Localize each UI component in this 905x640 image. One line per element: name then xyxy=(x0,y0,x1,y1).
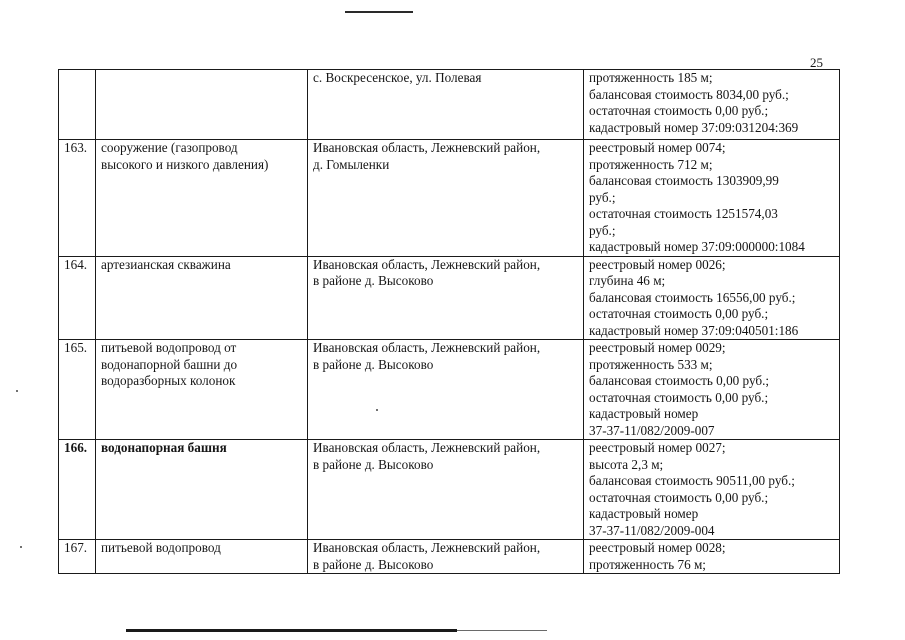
table-row xyxy=(59,440,840,540)
address-cell xyxy=(308,540,584,574)
address-line: в районе д. Высоково xyxy=(313,273,434,288)
row-number-cell xyxy=(59,70,96,140)
details-line: остаточная стоимость 0,00 руб.; xyxy=(589,389,769,405)
address-cell xyxy=(308,140,584,257)
details-cell xyxy=(584,540,840,574)
row-number-cell: 165. xyxy=(59,340,96,440)
details-line: кадастровый номер xyxy=(589,406,699,421)
object-name-cell xyxy=(96,256,308,340)
scan-speck xyxy=(16,390,18,392)
details-line: остаточная стоимость 0,00 руб.; xyxy=(589,306,769,321)
details-line: балансовая стоимость 1303909,99 xyxy=(589,173,779,188)
object-name-line: водонапорная башня xyxy=(101,440,227,455)
details-line: реестровый номер 0027; xyxy=(589,440,726,455)
table-row xyxy=(59,340,840,440)
table-row xyxy=(59,540,840,574)
details-cell xyxy=(584,140,840,257)
scan-speck xyxy=(20,546,22,548)
address-line: в районе д. Высоково xyxy=(313,556,434,572)
address-line: Ивановская область, Лежневский район, xyxy=(313,140,541,155)
details-line: реестровый номер 0026; xyxy=(589,256,726,272)
details-cell xyxy=(584,70,840,140)
table-row xyxy=(59,256,840,340)
object-name-cell xyxy=(96,70,308,140)
table-row xyxy=(59,70,840,140)
details-cell xyxy=(584,256,840,340)
details-line: 37-37-11/082/2009-004 xyxy=(589,522,715,538)
address-cell xyxy=(308,70,584,140)
details-line: балансовая стоимость 0,00 руб.; xyxy=(589,373,770,388)
details-line: балансовая стоимость 8034,00 руб.; xyxy=(589,86,789,102)
details-line: кадастровый номер xyxy=(589,506,699,521)
object-name-line: высокого и низкого давления) xyxy=(101,156,269,172)
bottom-decorative-rule xyxy=(126,629,457,632)
object-name-cell xyxy=(96,140,308,257)
address-line: Ивановская область, Лежневский район, xyxy=(313,540,541,555)
details-line: протяженность 185 м; xyxy=(589,70,713,85)
address-cell xyxy=(308,256,584,340)
table-row xyxy=(59,140,840,257)
top-decorative-rule xyxy=(345,11,413,13)
row-number-cell: 167. xyxy=(59,540,96,574)
details-cell xyxy=(584,340,840,440)
property-registry-table xyxy=(58,69,840,574)
details-line: остаточная стоимость 1251574,03 xyxy=(589,206,778,221)
details-line: остаточная стоимость 0,00 руб.; xyxy=(589,103,769,118)
details-line: кадастровый номер 37:09:040501:186 xyxy=(589,322,799,338)
row-number-cell: 166. xyxy=(59,440,96,540)
details-line: протяженность 712 м; xyxy=(589,156,713,172)
details-line: протяженность 76 м; xyxy=(589,556,706,572)
address-line: в районе д. Высоково xyxy=(313,356,434,372)
details-line: реестровый номер 0029; xyxy=(589,340,726,355)
address-line: Ивановская область, Лежневский район, xyxy=(313,256,541,272)
object-name-cell xyxy=(96,340,308,440)
bottom-decorative-rule-thin xyxy=(457,630,547,631)
object-name-cell xyxy=(96,440,308,540)
address-cell xyxy=(308,440,584,540)
details-line: реестровый номер 0074; xyxy=(589,140,726,155)
details-line: кадастровый номер 37:09:031204:369 xyxy=(589,119,799,135)
details-line: кадастровый номер 37:09:000000:1084 xyxy=(589,239,805,254)
address-line: в районе д. Высоково xyxy=(313,456,434,472)
object-name-line: сооружение (газопровод xyxy=(101,140,238,155)
details-line: балансовая стоимость 90511,00 руб.; xyxy=(589,473,795,488)
details-line: реестровый номер 0028; xyxy=(589,540,726,555)
object-name-line: водонапорной башни до xyxy=(101,356,238,372)
object-name-cell xyxy=(96,540,308,574)
details-line: руб.; xyxy=(589,222,616,238)
page-number: 25 xyxy=(810,55,823,70)
row-number-cell: 163. xyxy=(59,140,96,257)
address-line: с. Воскресенское, ул. Полевая xyxy=(313,70,482,85)
details-line: высота 2,3 м; xyxy=(589,456,664,472)
details-line: 37-37-11/082/2009-007 xyxy=(589,422,715,438)
details-line: остаточная стоимость 0,00 руб.; xyxy=(589,489,769,505)
row-number-cell: 164. xyxy=(59,256,96,340)
details-line: глубина 46 м; xyxy=(589,273,666,288)
details-line: протяженность 533 м; xyxy=(589,356,713,372)
details-line: руб.; xyxy=(589,189,616,205)
object-name-line: питьевой водопровод xyxy=(101,540,221,555)
object-name-line: артезианская скважина xyxy=(101,256,231,272)
address-cell xyxy=(308,340,584,440)
details-line: балансовая стоимость 16556,00 руб.; xyxy=(589,289,796,305)
object-name-line: питьевой водопровод от xyxy=(101,340,237,355)
object-name-line: водоразборных колонок xyxy=(101,373,236,388)
scan-speck xyxy=(376,409,378,411)
address-line: Ивановская область, Лежневский район, xyxy=(313,340,541,355)
address-line: д. Гомыленки xyxy=(313,156,390,172)
details-cell xyxy=(584,440,840,540)
address-line: Ивановская область, Лежневский район, xyxy=(313,440,541,455)
